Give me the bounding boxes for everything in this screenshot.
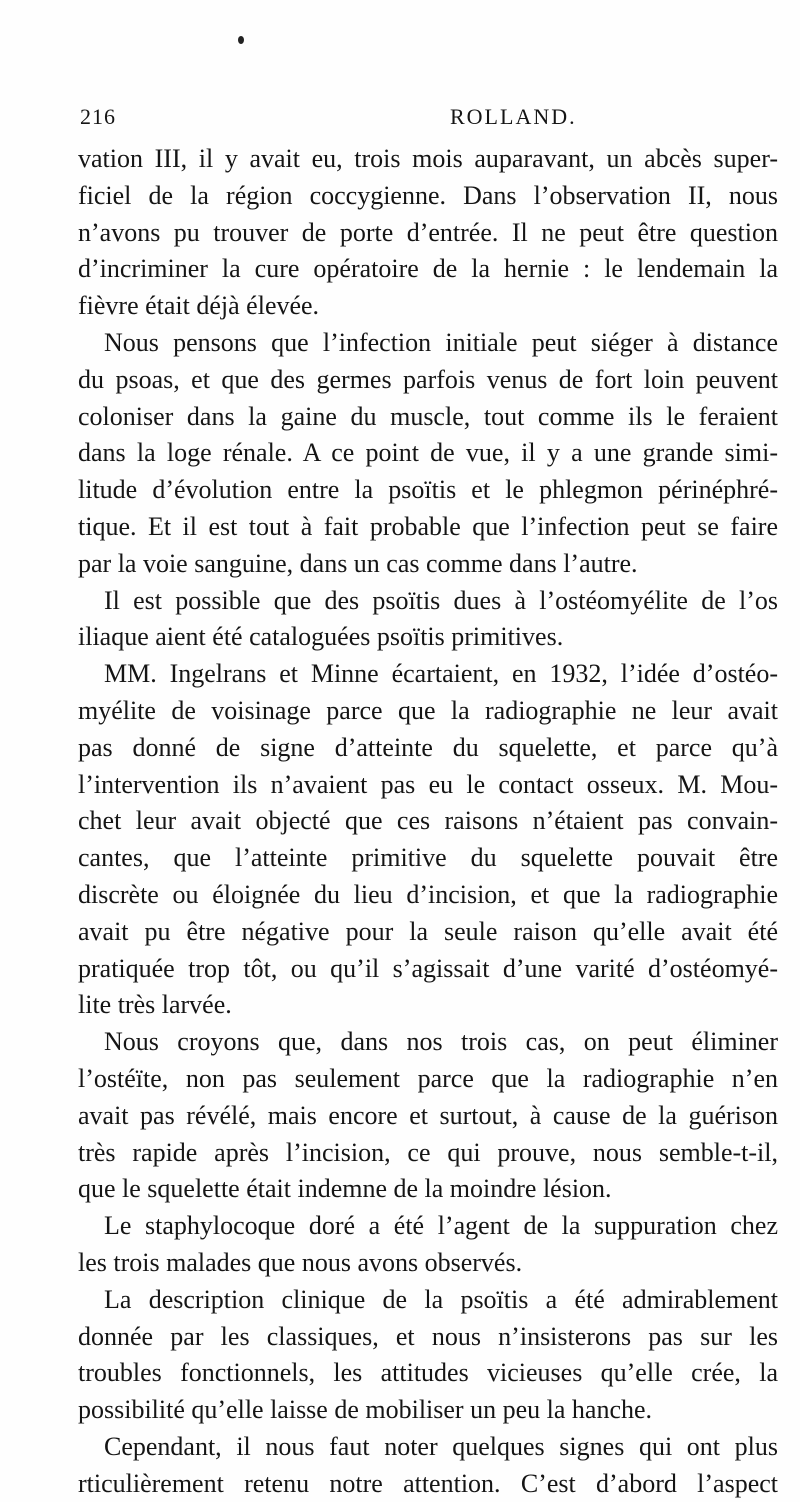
text-line: Cependant, il nous faut noter quelques signes qui ont plus xyxy=(104,1431,778,1461)
page-number: 216 xyxy=(80,104,116,129)
body-text xyxy=(78,141,778,1502)
text-line: vation III, il y avait eu, trois mois auparavant, un abcès super- xyxy=(78,144,778,173)
running-head: ROLLAND. xyxy=(450,104,577,129)
text-line: coloniser dans la gaine du muscle, tout comme ils le feraient xyxy=(78,401,778,431)
text-line: d’incriminer la cure opératoire de la hernie : le lendemain la xyxy=(78,254,778,284)
text-line: discrète ou éloignée du lieu d’incision, et que la radiographie xyxy=(78,879,778,909)
text-line: que le squelette était indemne de la moindre lésion. xyxy=(78,1174,612,1204)
text-line: rticulièrement retenu notre attention. C’est d’abord l’aspect xyxy=(78,1468,778,1498)
text-line: les trois malades que nous avons observés. xyxy=(78,1247,523,1277)
text-line: par la voie sanguine, dans un cas comme dans l’autre. xyxy=(78,548,638,578)
text-line: dans la loge rénale. A ce point de vue, il y a une grande simi- xyxy=(78,438,778,468)
text-line: MM. Ingelrans et Minne écartaient, en 1932, l’idée d’ostéo- xyxy=(104,659,778,689)
page-header xyxy=(80,104,770,140)
text-line: l’ostéïte, non pas seulement parce que la radiographie n’en xyxy=(78,1063,778,1093)
text-line: n’avons pu trouver de porte d’entrée. Il ne peut être question xyxy=(78,217,778,247)
text-line: Le staphylocoque doré a été l’agent de la suppuration chez xyxy=(104,1211,778,1241)
text-line: tique. Et il est tout à fait probable que l’infection peut se faire xyxy=(78,511,778,541)
text-line: avait pas révélé, mais encore et surtout, à cause de la guérison xyxy=(78,1100,778,1130)
text-line: myélite de voisinage parce que la radiographie ne leur avait xyxy=(78,695,778,725)
text-line: chet leur avait objecté que ces raisons n’étaient pas convain- xyxy=(78,806,778,836)
text-line: l’intervention ils n’avaient pas eu le contact osseux. M. Mou- xyxy=(78,769,778,799)
text-line: possibilité qu’elle laisse de mobiliser un peu la hanche. xyxy=(78,1395,653,1425)
text-line: Nous pensons que l’infection initiale peut siéger à distance xyxy=(104,327,778,357)
text-line: du psoas, et que des germes parfois venus de fort loin peuvent xyxy=(78,364,778,394)
text-line: pas donné de signe d’atteinte du squelette, et parce qu’à xyxy=(78,732,778,762)
text-line: ficiel de la région coccygienne. Dans l’observation II, nous xyxy=(78,180,778,210)
text-line: donnée par les classiques, et nous n’insisterons pas sur les xyxy=(78,1321,778,1351)
text-line: La description clinique de la psoïtis a été admirablement xyxy=(104,1284,778,1314)
text-line: très rapide après l’incision, ce qui prouve, nous semble-t-il, xyxy=(78,1137,778,1167)
text-line: lite très larvée. xyxy=(78,990,232,1020)
text-line: troubles fonctionnels, les attitudes vicieuses qu’elle crée, la xyxy=(78,1358,778,1388)
ink-speck xyxy=(238,36,244,44)
text-line: cantes, que l’atteinte primitive du squelette pouvait être xyxy=(78,843,778,873)
text-line: pratiquée trop tôt, ou qu’il s’agissait d’une varité d’ostéomyé- xyxy=(78,953,778,983)
text-line: avait pu être négative pour la seule raison qu’elle avait été xyxy=(78,916,778,946)
text-line: Il est possible que des psoïtis dues à l’ostéomyélite de l’os xyxy=(104,585,778,615)
text-line: iliaque aient été cataloguées psoïtis primitives. xyxy=(78,622,564,652)
text-line: litude d’évolution entre la psoïtis et le phlegmon périnéphré- xyxy=(78,475,778,505)
text-line: fièvre était déjà élevée. xyxy=(78,291,320,321)
text-line: Nous croyons que, dans nos trois cas, on peut éliminer xyxy=(104,1027,778,1057)
